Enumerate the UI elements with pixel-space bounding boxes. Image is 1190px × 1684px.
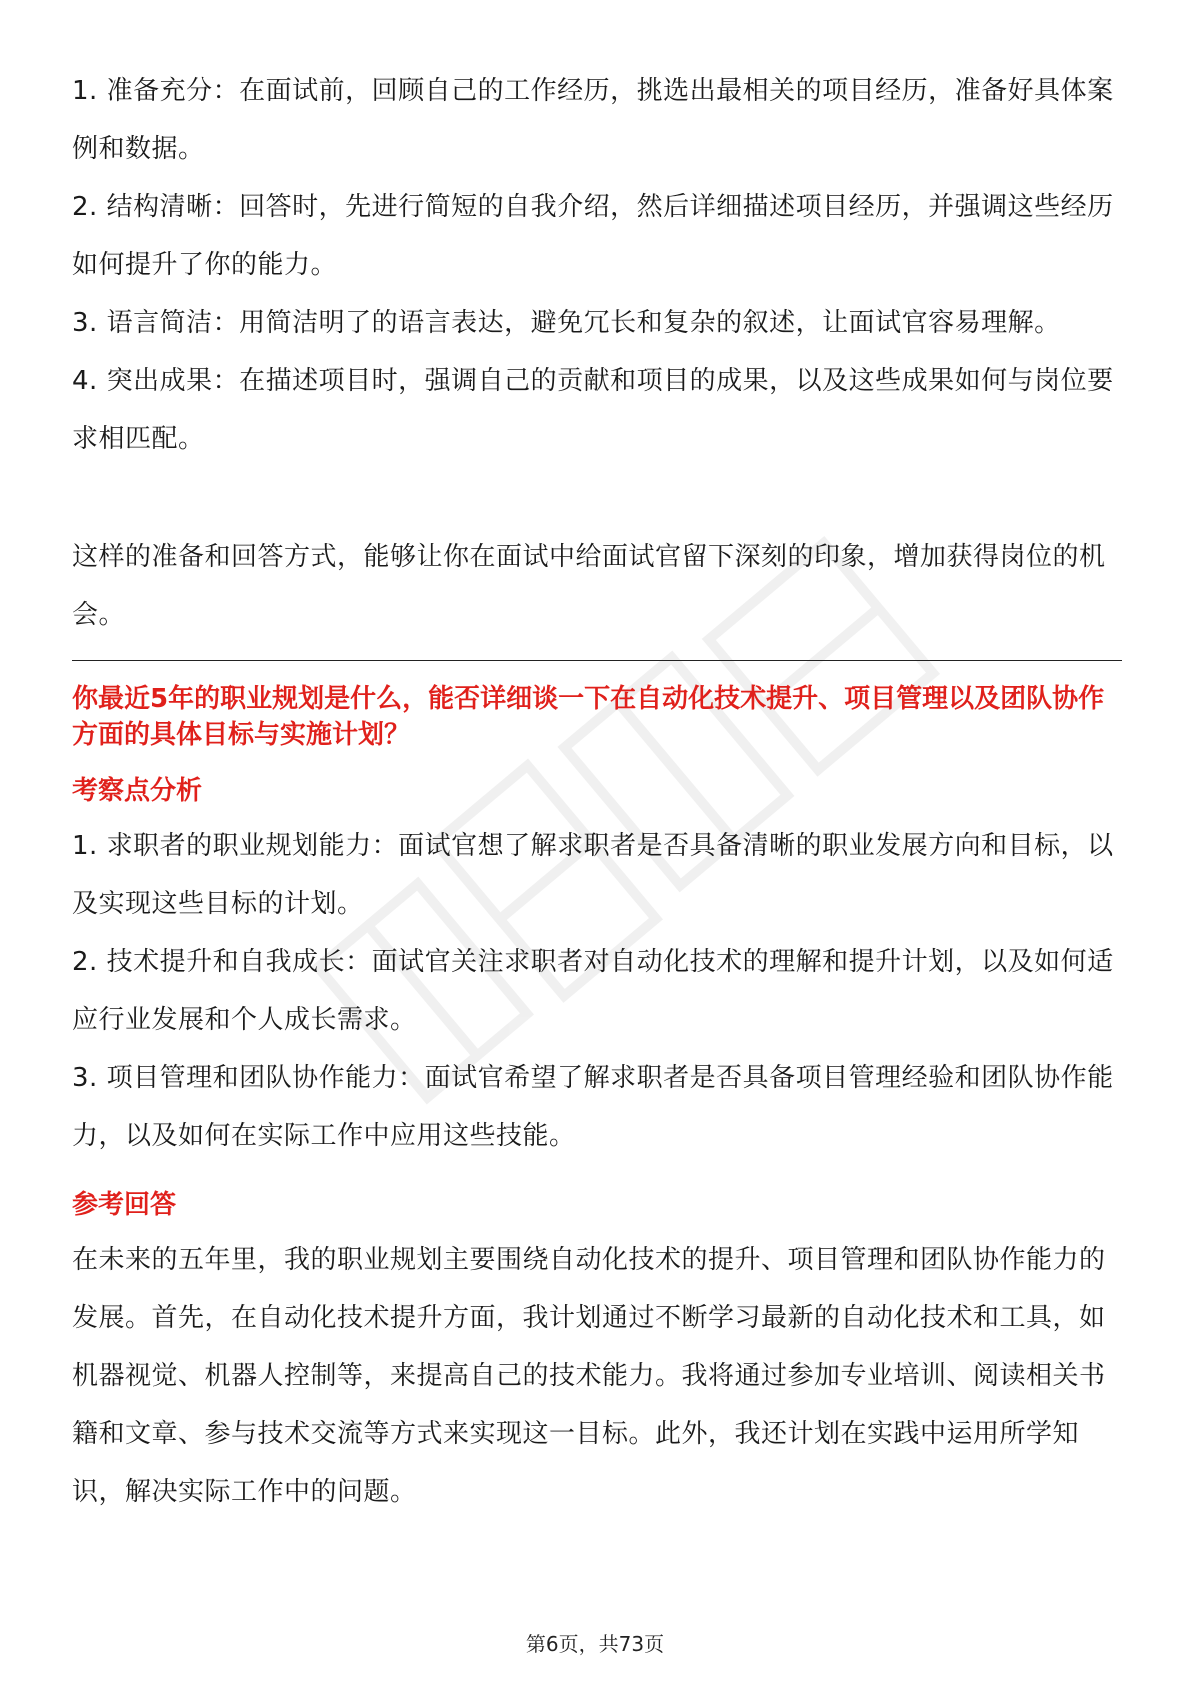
list-item: 1. 准备充分：在面试前，回顾自己的工作经历，挑选出最相关的项目经历，准备好具体案例和数据。 [72,76,1114,164]
list-item: 4. 突出成果：在描述项目时，强调自己的贡献和项目的成果，以及这些成果如何与岗位要求相匹配。 [72,366,1114,454]
list-item: 3. 项目管理和团队协作能力：面试官希望了解求职者是否具备项目管理经验和团队协作能力，以及如何在实际工作中应用这些技能。 [72,1063,1114,1151]
intro-list [72,62,1122,468]
list-item: 2. 结构清晰：回答时，先进行简短的自我介绍，然后详细描述项目经历，并强调这些经历如何提升了你的能力。 [72,192,1114,280]
analysis-list [72,817,1122,1165]
answer-text: 在未来的五年里，我的职业规划主要围绕自动化技术的提升、项目管理和团队协作能力的发展。首先，在自动化技术提升方面，我计划通过不断学习最新的自动化技术和工具，如机器视觉、机器人控制等，来提高自己的技术能力。我将通过参加专业培训、阅读相关书籍和文章、参与技术交流等方式来实现这一目标。此外，我还计划在实践中运用所学知识，解决实际工作中的问题。 [72,1245,1106,1507]
page-number: 第6页，共73页 [525,1632,665,1656]
analysis-heading: 考察点分析 [72,776,203,806]
list-item: 1. 求职者的职业规划能力：面试官想了解求职者是否具备清晰的职业发展方向和目标，以及实现这些目标的计划。 [72,831,1114,919]
interview-question: 你最近5年的职业规划是什么，能否详细谈一下在自动化技术提升、项目管理以及团队协作方面的具体目标与实施计划？ [72,684,1105,750]
list-item: 2. 技术提升和自我成长：面试官关注求职者对自动化技术的理解和提升计划，以及如何适应行业发展和个人成长需求。 [72,947,1114,1035]
section-divider [72,660,1122,661]
answer-heading: 参考回答 [72,1190,177,1220]
closing-paragraph: 这样的准备和回答方式，能够让你在面试中给面试官留下深刻的印象，增加获得岗位的机会。 [72,542,1106,630]
list-item: 3. 语言简洁：用简洁明了的语言表达，避免冗长和复杂的叙述，让面试官容易理解。 [72,308,1061,338]
document-body [72,62,1122,1521]
